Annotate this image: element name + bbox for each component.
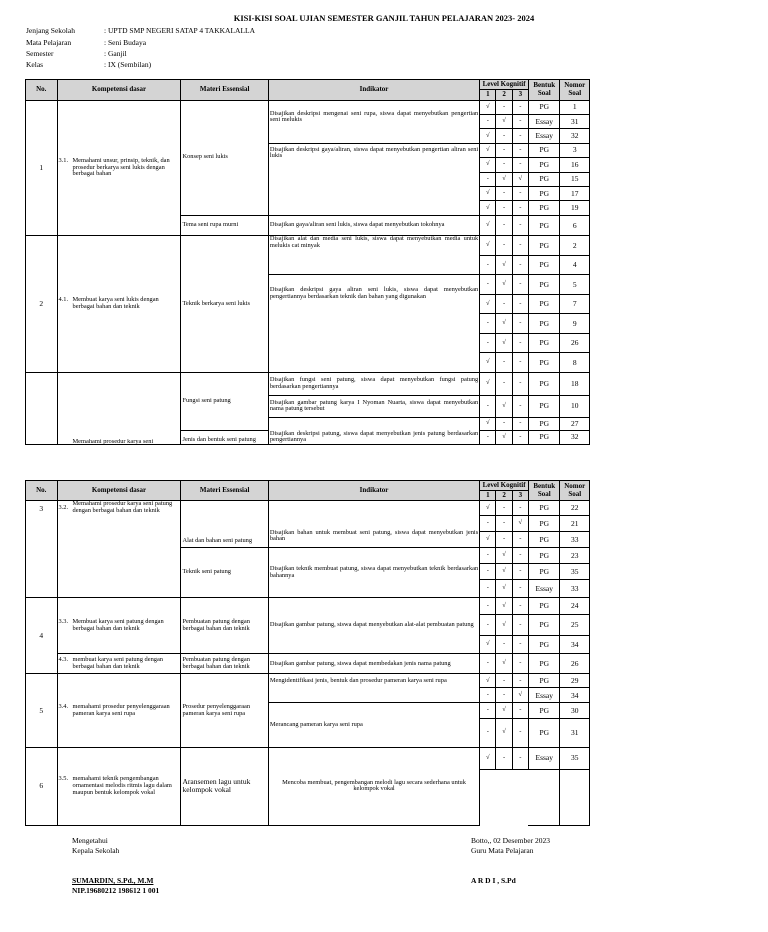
kompetensi-cell xyxy=(57,100,181,236)
bentuk-cell: PG xyxy=(528,158,560,172)
bentuk-cell: PG xyxy=(528,516,560,532)
level-3-cell: - xyxy=(512,674,528,688)
level-2-cell: - xyxy=(496,236,512,256)
header-nomor: Nomor Soal xyxy=(560,481,590,501)
level-3-cell: √ xyxy=(512,688,528,703)
header-kompetensi: Kompetensi dasar xyxy=(57,481,181,501)
level-1-cell: - xyxy=(480,564,496,580)
kompetensi-cell xyxy=(57,501,181,598)
level-2-cell: - xyxy=(496,158,512,172)
indikator-cell: Disajikan gambar patung karya I Nyoman Nuarta, siswa dapat menyebutkan nama patung tersebut xyxy=(268,395,479,418)
level-1-cell: - xyxy=(480,114,496,128)
header-level: Level Kognitif xyxy=(480,80,529,90)
level-3-cell: - xyxy=(512,580,528,598)
nomor-cell: 22 xyxy=(560,501,590,516)
level-1-cell: - xyxy=(480,333,496,353)
meta-value: : Seni Budaya xyxy=(104,38,147,47)
level-3-cell: - xyxy=(512,615,528,636)
kd-text: memahami teknik pengembangan ornamentasi melodis ritmis lagu dalam maupun bentuk kelompok vokal xyxy=(72,775,172,796)
level-2-cell: √ xyxy=(496,255,512,275)
empty-cell xyxy=(496,769,512,825)
nomor-cell: 4 xyxy=(560,255,590,275)
level-1-cell: - xyxy=(480,654,496,674)
level-3-cell: - xyxy=(512,703,528,718)
level-3-cell: - xyxy=(512,418,528,430)
header-level-2: 2 xyxy=(496,491,512,501)
nomor-cell: 19 xyxy=(560,201,590,215)
bentuk-cell: Essay xyxy=(528,747,560,769)
nomor-cell: 35 xyxy=(560,747,590,769)
bentuk-cell: PG xyxy=(528,353,560,373)
level-3-cell: - xyxy=(512,236,528,256)
level-2-cell: - xyxy=(496,747,512,769)
indikator-cell: Disajikan gaya/aliran seni lukis, siswa dapat menyebutkan tokohnya xyxy=(268,215,479,236)
bentuk-cell: PG xyxy=(528,236,560,256)
nomor-cell: 31 xyxy=(560,114,590,128)
level-2-cell: √ xyxy=(496,114,512,128)
nomor-cell: 27 xyxy=(560,418,590,430)
header-no: No. xyxy=(26,481,58,501)
signature-left-line1: Mengetahui xyxy=(72,836,108,845)
materi-cell: Pembuatan patung dengan berbagai bahan dan teknik xyxy=(181,654,268,674)
bentuk-cell: PG xyxy=(528,172,560,186)
nomor-cell: 31 xyxy=(560,718,590,747)
materi-cell: Aransemen lagu untuk kelompok vokal xyxy=(181,747,268,825)
kd-text: Memahami prosedur karya seni xyxy=(72,439,154,444)
meta-value: : UPTD SMP NEGERI SATAP 4 TAKKALALLA xyxy=(104,26,256,35)
header-bentuk: Bentuk Soal xyxy=(528,80,560,101)
level-2-cell: - xyxy=(496,688,512,703)
header-level-2: 2 xyxy=(496,90,512,100)
level-1-cell: - xyxy=(480,395,496,418)
level-1-cell: √ xyxy=(480,143,496,157)
row-number xyxy=(26,372,58,444)
materi-cell: Jenis dan bentuk seni patung xyxy=(181,430,268,444)
nomor-cell: 32 xyxy=(560,430,590,444)
kd-text: Membuat karya seni patung dengan berbagai bahan dan teknik xyxy=(72,618,164,632)
nomor-cell: 2 xyxy=(560,236,590,256)
level-1-cell: - xyxy=(480,598,496,615)
header-level-3: 3 xyxy=(512,491,528,501)
level-2-cell: - xyxy=(496,215,512,236)
bentuk-cell: PG xyxy=(528,532,560,548)
kd-number: 3.3. xyxy=(58,618,69,626)
kisi-table-1 xyxy=(25,79,590,445)
nomor-cell: 24 xyxy=(560,598,590,615)
level-1-cell: - xyxy=(480,255,496,275)
header-indikator: Indikator xyxy=(268,481,479,501)
nomor-cell: 10 xyxy=(560,395,590,418)
level-3-cell: - xyxy=(512,294,528,314)
level-2-cell: √ xyxy=(496,430,512,444)
indikator-cell: Disajikan deskripsi gaya aliran seni lukis, siswa dapat menyebutkan pengertiannya berdasarkan teknik dan bahan yang digunakan xyxy=(268,275,479,373)
nomor-cell: 23 xyxy=(560,548,590,564)
kd-number: 4.1. xyxy=(58,296,69,304)
level-1-cell: √ xyxy=(480,236,496,256)
kd-text: Membuat karya seni lukis dengan berbagai bahan dan teknik xyxy=(72,296,159,311)
level-1-cell: √ xyxy=(480,418,496,430)
kd-text: memahami prosedur penyelenggaraan pameran karya seni rupa xyxy=(72,702,170,717)
level-1-cell: √ xyxy=(480,186,496,200)
level-3-cell: √ xyxy=(512,516,528,532)
indikator-cell: Disajikan gambar patung, siswa dapat membedakan jenis nama patung xyxy=(268,654,479,674)
level-2-cell: - xyxy=(496,501,512,516)
empty-cell xyxy=(512,769,528,825)
bentuk-cell: PG xyxy=(528,501,560,516)
header-level-1: 1 xyxy=(480,491,496,501)
kd-number: 3.1. xyxy=(58,156,69,164)
bentuk-cell: PG xyxy=(528,548,560,564)
level-2-cell: √ xyxy=(496,333,512,353)
bentuk-cell: PG xyxy=(528,598,560,615)
document-title: KISI-KISI SOAL UJIAN SEMESTER GANJIL TAHUN PELAJARAN 2023- 2024 xyxy=(233,13,535,23)
level-3-cell: - xyxy=(512,143,528,157)
level-2-cell: √ xyxy=(496,718,512,747)
level-1-cell: √ xyxy=(480,747,496,769)
kompetensi-cell xyxy=(57,372,181,444)
materi-cell: Tema seni rupa murni xyxy=(181,215,268,236)
principal-nip: NIP.19680212 198612 1 001 xyxy=(72,886,160,896)
header-kompetensi: Kompetensi dasar xyxy=(57,80,181,101)
level-1-cell: √ xyxy=(480,501,496,516)
bentuk-cell: PG xyxy=(528,143,560,157)
bentuk-cell: PG xyxy=(528,674,560,688)
level-3-cell: √ xyxy=(512,172,528,186)
bentuk-cell: PG xyxy=(528,186,560,200)
level-3-cell: - xyxy=(512,564,528,580)
bentuk-cell: PG xyxy=(528,718,560,747)
kompetensi-cell xyxy=(57,236,181,373)
nomor-cell: 26 xyxy=(560,654,590,674)
signature-right-line2: Guru Mata Pelajaran xyxy=(471,846,534,856)
level-1-cell: - xyxy=(480,688,496,703)
level-3-cell: - xyxy=(512,275,528,295)
level-3-cell: - xyxy=(512,395,528,418)
materi-cell: Teknik seni patung xyxy=(181,548,268,598)
level-2-cell: √ xyxy=(496,703,512,718)
signature-right-line1: Botto,, 02 Desember 2023 xyxy=(471,836,550,845)
bentuk-cell: Essay xyxy=(528,580,560,598)
level-2-cell: √ xyxy=(496,615,512,636)
level-3-cell: - xyxy=(512,129,528,143)
level-2-cell: √ xyxy=(496,598,512,615)
level-3-cell: - xyxy=(512,314,528,334)
bentuk-cell: Essay xyxy=(528,688,560,703)
header-indikator: Indikator xyxy=(268,80,479,101)
kd-text: Memahami unsur, prinsip, teknik, dan prosedur berkarya seni lukis dengan berbagai bahan xyxy=(72,156,170,178)
kompetensi-cell xyxy=(57,747,181,825)
level-2-cell: √ xyxy=(496,548,512,564)
level-1-cell: √ xyxy=(480,532,496,548)
level-1-cell: - xyxy=(480,703,496,718)
indikator-cell: Merancang pameran karya seni rupa xyxy=(268,703,479,747)
row-number: 1 xyxy=(26,100,58,236)
level-2-cell: √ xyxy=(496,395,512,418)
kd-number: 3.5. xyxy=(58,775,69,783)
bentuk-cell: PG xyxy=(528,654,560,674)
indikator-cell: Mencoba membuat, pengembangan melodi lagu secara sederhana untuk kelompok vokal xyxy=(268,747,479,825)
nomor-cell: 29 xyxy=(560,674,590,688)
bentuk-cell: PG xyxy=(528,275,560,295)
level-2-cell: - xyxy=(496,532,512,548)
level-3-cell: - xyxy=(512,215,528,236)
header-no: No. xyxy=(26,80,58,101)
level-2-cell: √ xyxy=(496,172,512,186)
level-2-cell: √ xyxy=(496,275,512,295)
bentuk-cell: PG xyxy=(528,564,560,580)
level-2-cell: - xyxy=(496,186,512,200)
empty-cell xyxy=(528,769,560,825)
level-3-cell: - xyxy=(512,333,528,353)
nomor-cell: 1 xyxy=(560,100,590,114)
level-1-cell: √ xyxy=(480,129,496,143)
level-3-cell: - xyxy=(512,548,528,564)
nomor-cell: 15 xyxy=(560,172,590,186)
kd-number: 3.4. xyxy=(58,702,69,710)
row-number: 4 xyxy=(26,598,58,674)
bentuk-cell: PG xyxy=(528,333,560,353)
nomor-cell: 34 xyxy=(560,636,590,654)
level-3-cell: - xyxy=(512,114,528,128)
empty-cell xyxy=(560,769,590,825)
level-1-cell: - xyxy=(480,275,496,295)
nomor-cell: 6 xyxy=(560,215,590,236)
level-1-cell: - xyxy=(480,172,496,186)
row-number: 6 xyxy=(26,747,58,825)
signature-left xyxy=(72,836,119,856)
meta-key: Mata Pelajaran xyxy=(26,38,72,47)
level-2-cell: - xyxy=(496,516,512,532)
level-2-cell: √ xyxy=(496,580,512,598)
nomor-cell: 33 xyxy=(560,532,590,548)
bentuk-cell: PG xyxy=(528,372,560,395)
nomor-cell: 5 xyxy=(560,275,590,295)
level-3-cell: - xyxy=(512,430,528,444)
level-2-cell: - xyxy=(496,636,512,654)
level-1-cell: - xyxy=(480,430,496,444)
header-materi: Materi Essensial xyxy=(181,80,268,101)
bentuk-cell: PG xyxy=(528,201,560,215)
bentuk-cell: PG xyxy=(528,703,560,718)
level-1-cell: - xyxy=(480,314,496,334)
materi-cell: Prosedur penyelenggaraan pameran karya seni rupa xyxy=(181,674,268,747)
level-2-cell: - xyxy=(496,129,512,143)
kisi-table-2 xyxy=(25,480,590,826)
level-1-cell: √ xyxy=(480,294,496,314)
kompetensi-cell xyxy=(57,674,181,747)
teacher-name: A R D I , S.Pd xyxy=(471,876,516,885)
kd-text: Memahami prosedur karya seni patung dengan berbagai bahan dan teknik xyxy=(72,500,173,514)
nomor-cell: 21 xyxy=(560,516,590,532)
level-2-cell: - xyxy=(496,143,512,157)
level-1-cell: √ xyxy=(480,636,496,654)
level-1-cell: √ xyxy=(480,215,496,236)
kompetensi-cell xyxy=(57,598,181,654)
indikator-cell: Disajikan alat dan media seni lukis, siswa dapat menyebutkan media untuk melukis cat minyak xyxy=(268,236,479,275)
nomor-cell: 35 xyxy=(560,564,590,580)
bentuk-cell: PG xyxy=(528,294,560,314)
level-1-cell: - xyxy=(480,580,496,598)
nomor-cell: 33 xyxy=(560,580,590,598)
level-1-cell: - xyxy=(480,615,496,636)
header-bentuk: Bentuk Soal xyxy=(528,481,560,501)
indikator-cell: Mengidentifikasi jenis, bentuk dan prosedur pameran karya seni rupa xyxy=(268,674,479,703)
bentuk-cell: Essay xyxy=(528,129,560,143)
materi-cell: Fungsi seni patung xyxy=(181,372,268,430)
level-3-cell: - xyxy=(512,747,528,769)
nomor-cell: 26 xyxy=(560,333,590,353)
row-number: 2 xyxy=(26,236,58,373)
indikator-cell: Disajikan deskripsi mengenai seni rupa, siswa dapat menyebutkan pengertian seni melukis xyxy=(268,100,479,143)
header-level: Level Kognitif xyxy=(480,481,529,491)
level-2-cell: √ xyxy=(496,314,512,334)
indikator-cell: Disajikan teknik membuat patung, siswa dapat menyebutkan teknik berdasarkan bahannya xyxy=(268,548,479,598)
indikator-cell: Disajikan bahan untuk membuat seni patung, siswa dapat menyebutkan jenis bahan xyxy=(268,501,479,548)
level-3-cell: - xyxy=(512,636,528,654)
level-2-cell: - xyxy=(496,353,512,373)
kd-number: 4.3. xyxy=(58,656,69,664)
level-2-cell: - xyxy=(496,100,512,114)
level-3-cell: - xyxy=(512,598,528,615)
level-1-cell: - xyxy=(480,548,496,564)
level-1-cell: √ xyxy=(480,100,496,114)
level-1-cell: √ xyxy=(480,372,496,395)
row-number: 5 xyxy=(26,674,58,747)
materi-cell: Pembuatan patung dengan berbagai bahan dan teknik xyxy=(181,598,268,654)
kd-text: membuat karya seni patung dengan berbagai bahan dan teknik xyxy=(72,656,164,670)
nomor-cell: 8 xyxy=(560,353,590,373)
bentuk-cell: PG xyxy=(528,314,560,334)
level-1-cell: √ xyxy=(480,158,496,172)
nomor-cell: 17 xyxy=(560,186,590,200)
materi-cell: Alat dan bahan seni patung xyxy=(181,501,268,548)
nomor-cell: 25 xyxy=(560,615,590,636)
empty-cell xyxy=(480,769,496,825)
principal-name: SUMARDIN, S.Pd., M.M xyxy=(72,876,154,885)
level-3-cell: - xyxy=(512,100,528,114)
level-1-cell: √ xyxy=(480,674,496,688)
level-1-cell: - xyxy=(480,516,496,532)
level-2-cell: - xyxy=(496,674,512,688)
nomor-cell: 34 xyxy=(560,688,590,703)
row-number: 3 xyxy=(26,501,58,598)
indikator-cell: Disajikan deskripsi gaya/aliran, siswa dapat menyebutkan pengertian aliran seni lukis xyxy=(268,143,479,215)
level-1-cell: - xyxy=(480,718,496,747)
indikator-cell: Disajikan fungsi seni patung, siswa dapat menyebutkan fungsi patung berdasarkan pengertiannya xyxy=(268,372,479,395)
header-materi: Materi Essensial xyxy=(181,481,268,501)
level-3-cell: - xyxy=(512,654,528,674)
level-3-cell: - xyxy=(512,201,528,215)
bentuk-cell: PG xyxy=(528,418,560,430)
level-3-cell: - xyxy=(512,718,528,747)
level-3-cell: - xyxy=(512,372,528,395)
level-3-cell: - xyxy=(512,158,528,172)
level-3-cell: - xyxy=(512,501,528,516)
level-1-cell: √ xyxy=(480,353,496,373)
level-3-cell: - xyxy=(512,532,528,548)
bentuk-cell: PG xyxy=(528,100,560,114)
nomor-cell: 9 xyxy=(560,314,590,334)
meta-value: : Ganjil xyxy=(104,49,127,58)
level-1-cell: √ xyxy=(480,201,496,215)
level-2-cell: - xyxy=(496,418,512,430)
signature-left-name-block xyxy=(72,876,159,896)
level-2-cell: √ xyxy=(496,654,512,674)
bentuk-cell: PG xyxy=(528,215,560,236)
bentuk-cell: PG xyxy=(528,255,560,275)
nomor-cell: 32 xyxy=(560,129,590,143)
indikator-cell: Disajikan deskripsi patung, siswa dapat menyebutkan jenis patung berdasarkan pengertiannya xyxy=(268,418,479,445)
bentuk-cell: PG xyxy=(528,430,560,444)
nomor-cell: 18 xyxy=(560,372,590,395)
meta-key: Kelas xyxy=(26,60,44,69)
nomor-cell: 7 xyxy=(560,294,590,314)
indikator-cell: Disajikan gambar patung, siswa dapat menyebutkan alat-alat pembuatan patung xyxy=(268,598,479,654)
materi-cell: Teknik berkarya seni lukis xyxy=(181,236,268,373)
header-level-1: 1 xyxy=(480,90,496,100)
header-level-3: 3 xyxy=(512,90,528,100)
bentuk-cell: PG xyxy=(528,395,560,418)
nomor-cell: 16 xyxy=(560,158,590,172)
meta-key: Semester xyxy=(26,49,54,58)
nomor-cell: 3 xyxy=(560,143,590,157)
nomor-cell: 30 xyxy=(560,703,590,718)
materi-cell: Konsep seni lukis xyxy=(181,100,268,215)
header-nomor: Nomor Soal xyxy=(560,80,590,101)
signature-right xyxy=(471,836,550,856)
level-3-cell: - xyxy=(512,255,528,275)
bentuk-cell: PG xyxy=(528,636,560,654)
meta-value: : IX (Sembilan) xyxy=(104,60,152,69)
level-2-cell: - xyxy=(496,201,512,215)
bentuk-cell: PG xyxy=(528,615,560,636)
signature-left-line2: Kepala Sekolah xyxy=(72,846,120,856)
meta-key: Jenjang Sekolah xyxy=(26,26,75,35)
level-3-cell: - xyxy=(512,353,528,373)
level-3-cell: - xyxy=(512,186,528,200)
kd-number: 3.2. xyxy=(58,504,69,512)
bentuk-cell: Essay xyxy=(528,114,560,128)
level-2-cell: - xyxy=(496,372,512,395)
level-2-cell: √ xyxy=(496,564,512,580)
kompetensi-cell xyxy=(57,654,181,674)
level-2-cell: - xyxy=(496,294,512,314)
